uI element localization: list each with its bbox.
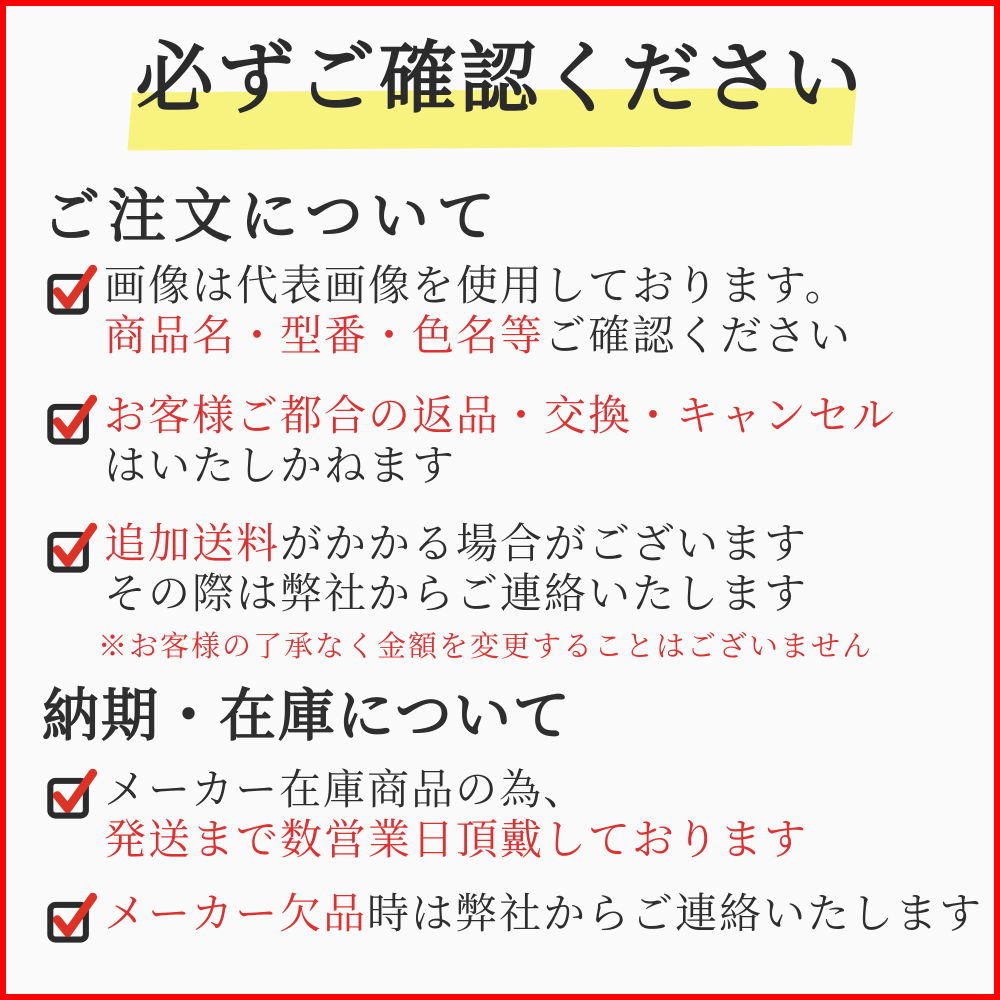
- item-segment: はいたしかねます: [104, 444, 457, 490]
- item-segment: ご確認ください: [544, 314, 853, 360]
- price-change-note: ※お客様の了承なく金額を変更することはございません: [98, 631, 874, 663]
- section-heading-delivery-stock: 納期・在庫について: [42, 685, 572, 748]
- page-title: 必ずご確認ください: [135, 35, 865, 122]
- item-segment: 画像は代表画像を使用しております。: [104, 264, 849, 310]
- section-heading-orders: ご注文について: [42, 184, 503, 249]
- item-segment: メーカー在庫商品の為、: [104, 768, 588, 814]
- item-segment: 時は弊社からご連絡いたします: [367, 892, 984, 938]
- item-segment: その際は弊社からご連絡いたします: [104, 572, 809, 618]
- item-segment-emphasis: 商品名・型番・色名等: [104, 314, 545, 360]
- item-segment-emphasis: メーカー欠品: [104, 892, 368, 938]
- item-segment-emphasis: 発送まで数営業日頂戴しております: [104, 818, 809, 864]
- item-segment: がかかる場合がございます: [280, 522, 809, 568]
- item-segment-emphasis: お客様ご都合の返品・交換・キャンセル: [104, 394, 897, 440]
- item-segment-emphasis: 追加送料: [104, 522, 281, 568]
